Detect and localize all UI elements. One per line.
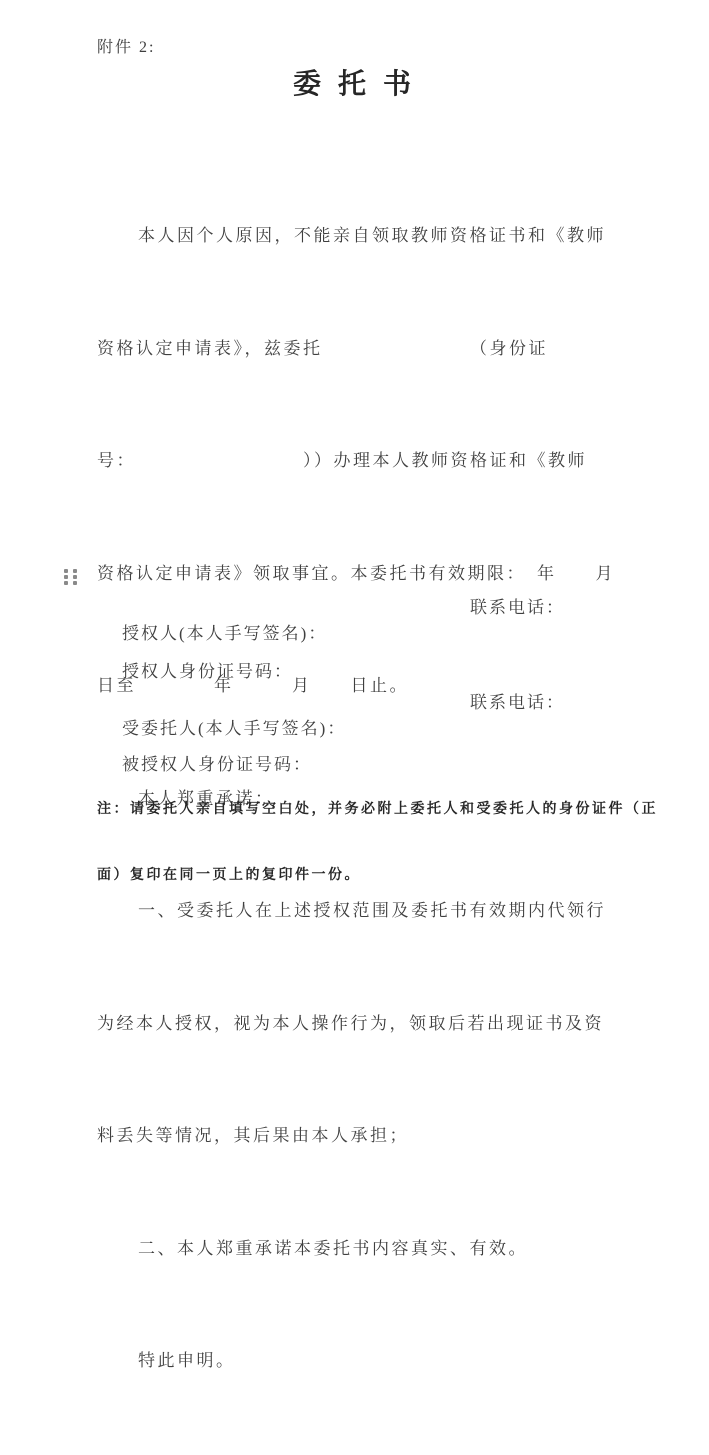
document-title: 委 托 书 (292, 69, 416, 100)
trustee-phone-label: 联系电话： (470, 693, 565, 712)
note-line: 注：请委托人亲自填写空白处，并务必附上委托人和受委托人的身份证件（正 (97, 802, 658, 817)
attachment-label: 附件 2: (97, 39, 156, 56)
body-line: 为经本人授权，视为本人操作行为，领取后若出现证书及资 (97, 1013, 604, 1033)
body-line: 二、本人郑重承诺本委托书内容真实、有效。 (138, 1238, 528, 1258)
note-line: 面）复印在同一页上的复印件一份。 (97, 868, 361, 883)
trustee-id-label: 被授权人身份证号码： (122, 755, 312, 774)
authorizer-sign-label: 授权人(本人手写签名)： (122, 624, 328, 643)
body-line: 日至 年 月 日止。 (97, 676, 409, 695)
drag-handle-icon[interactable] (64, 569, 77, 585)
note-text (97, 755, 692, 931)
trustee-sign-label: 受委托人(本人手写签名)： (122, 719, 347, 738)
body-line: 资格认定申请表》，兹委托 （身份证 (97, 338, 548, 358)
authorizer-phone-label: 联系电话： (470, 598, 565, 617)
body-line: 本人郑重承诺： (138, 788, 275, 808)
body-line: 料丢失等情况，其后果由本人承担； (97, 1126, 409, 1145)
body-line: 特此申明。 (138, 1351, 236, 1370)
authorizer-id-label: 授权人身份证号码： (122, 662, 293, 681)
body-line: 一、受委托人在上述授权范围及委托书有效期内代领行 (138, 901, 606, 920)
body-line: 本人因个人原因，不能亲自领取教师资格证书和《教师 (138, 226, 606, 245)
body-line: 资格认定申请表》领取事宜。本委托书有效期限： 年 月 (97, 563, 615, 583)
body-line: 号： ））办理本人教师资格证和《教师 (97, 451, 587, 470)
